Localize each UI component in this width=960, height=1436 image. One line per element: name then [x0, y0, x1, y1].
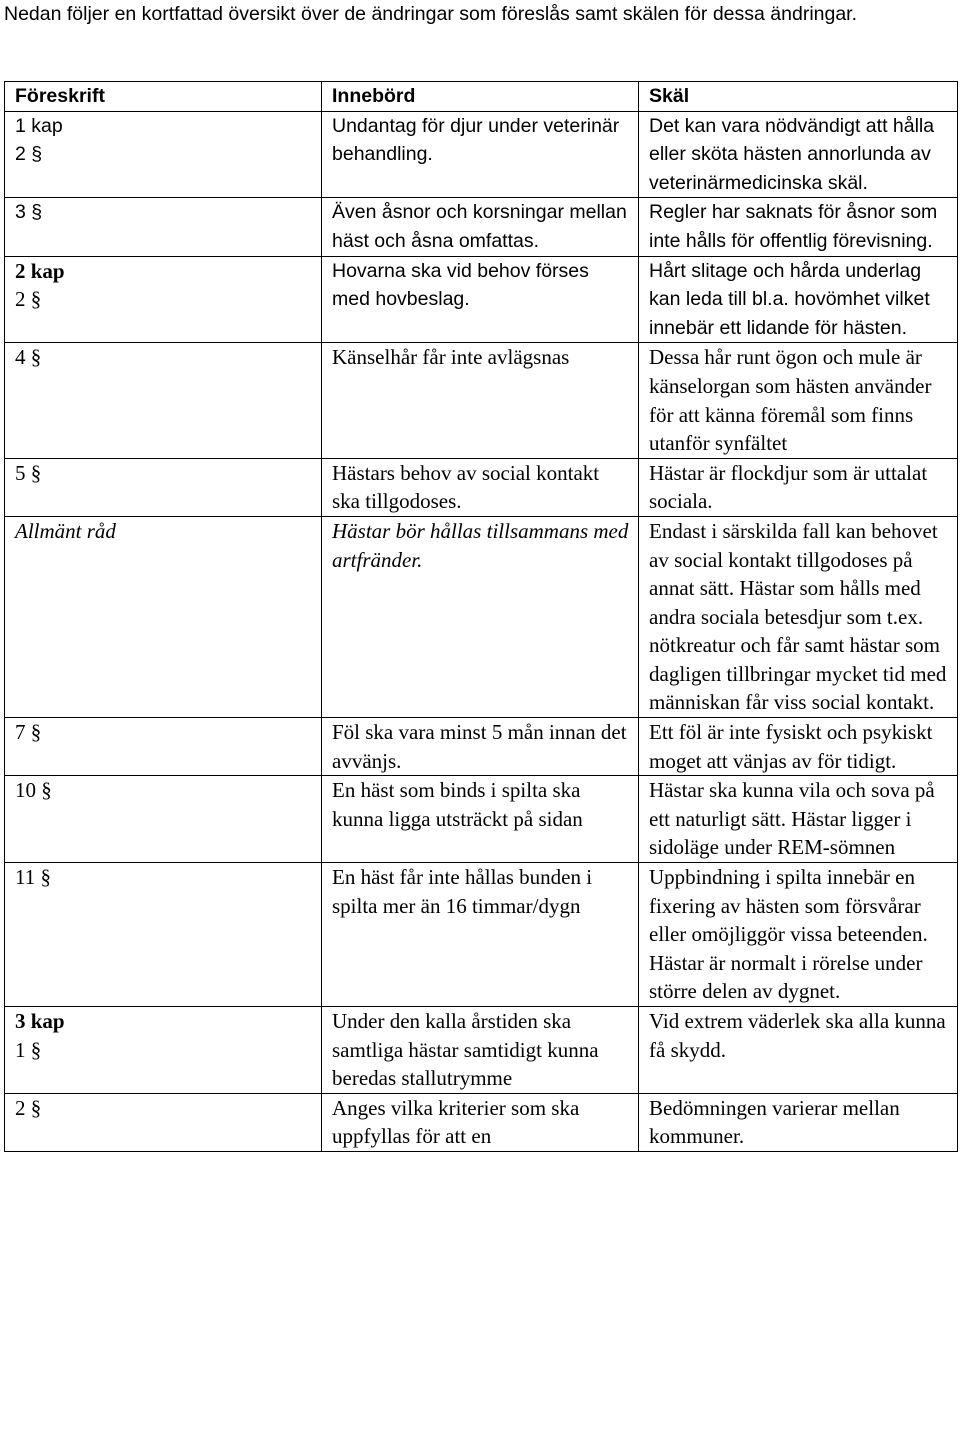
- header-skal: Skäl: [639, 82, 958, 112]
- meaning-cell: Hästar bör hållas tillsammans med artfränder.: [322, 516, 639, 717]
- reason-cell: Ett föl är inte fysiskt och psykiskt moget att vänjas av för tidigt.: [639, 718, 958, 776]
- header-foreskrift: Föreskrift: [5, 82, 322, 112]
- table-row: [5, 256, 958, 343]
- meaning-cell: Föl ska vara minst 5 mån innan det avvänjs.: [322, 718, 639, 776]
- ref-cell: [5, 863, 322, 1007]
- reason-cell: Regler har saknats för åsnor som inte hålls för offentlig förevisning.: [639, 198, 958, 256]
- ref-section: 2 §: [15, 143, 43, 166]
- ref-cell: [5, 256, 322, 343]
- ref-section: 7 §: [15, 720, 42, 745]
- reason-cell: Hästar är flockdjur som är uttalat sociala.: [639, 458, 958, 516]
- meaning-cell: Under den kalla årstiden ska samtliga hästar samtidigt kunna beredas stallutrymme: [322, 1007, 639, 1094]
- table-row: [5, 1093, 958, 1151]
- meaning-cell: Anges vilka kriterier som ska uppfyllas för att en: [322, 1093, 639, 1151]
- reason-cell: Det kan vara nödvändigt att hålla eller sköta hästen annorlunda av veterinärmedicinska skäl.: [639, 111, 958, 198]
- ref-section: 2 §: [15, 287, 42, 312]
- ref-cell: [5, 111, 322, 198]
- meaning-cell: En häst får inte hållas bunden i spilta mer än 16 timmar/dygn: [322, 863, 639, 1007]
- reason-cell: Bedömningen varierar mellan kommuner.: [639, 1093, 958, 1151]
- ref-chapter: 1 kap: [15, 114, 63, 137]
- ref-cell: [5, 1093, 322, 1151]
- meaning-cell: En häst som binds i spilta ska kunna ligga utsträckt på sidan: [322, 776, 639, 863]
- meaning-cell: Hästars behov av social kontakt ska tillgodoses.: [322, 458, 639, 516]
- ref-section: 2 §: [15, 1095, 42, 1120]
- meaning-cell: Även åsnor och korsningar mellan häst och åsna omfattas.: [322, 198, 639, 256]
- intro-text: Nedan följer en kortfattad översikt över de ändringar som föreslås samt skälen för dessa ändringar.: [4, 3, 858, 25]
- reason-cell: Hårt slitage och hårda underlag kan leda till bl.a. hovömhet vilket innebär ett lidande för hästen.: [639, 256, 958, 343]
- ref-chapter: 3 kap: [15, 1009, 65, 1033]
- ref-section: 11 §: [15, 865, 51, 890]
- reason-cell: Uppbindning i spilta innebär en fixering av hästen som försvårar eller omöjliggör vissa beteenden. Hästar är normalt i rörelse under större delen av dygnet.: [639, 863, 958, 1007]
- ref-chapter: 2 kap: [15, 258, 65, 283]
- table-header-row: [5, 82, 958, 112]
- table-row: [5, 1007, 958, 1094]
- table-row: [5, 863, 958, 1007]
- ref-cell: [5, 458, 322, 516]
- ref-cell: [5, 516, 322, 717]
- ref-section: 5 §: [15, 460, 42, 485]
- meaning-cell: Hovarna ska vid behov förses med hovbeslag.: [322, 256, 639, 343]
- ref-cell: [5, 776, 322, 863]
- ref-section: 1 §: [15, 1037, 42, 1062]
- table-row: [5, 343, 958, 458]
- regulation-table: [4, 81, 958, 1152]
- ref-general-advice: Allmänt råd: [15, 518, 116, 543]
- ref-section: 3 §: [15, 201, 43, 224]
- meaning-cell: Känselhår får inte avlägsnas: [322, 343, 639, 458]
- reason-cell: Dessa hår runt ögon och mule är känselorgan som hästen använder för att känna föremål som finns utanför synfältet: [639, 343, 958, 458]
- ref-cell: [5, 718, 322, 776]
- ref-section: 4 §: [15, 345, 42, 370]
- header-innebord: Innebörd: [322, 82, 639, 112]
- ref-section: 10 §: [15, 778, 52, 803]
- table-row: [5, 776, 958, 863]
- reason-cell: Endast i särskilda fall kan behovet av social kontakt tillgodoses på annat sätt. Hästar som hålls med andra sociala betesdjur som t.ex. nötkreatur och får samt hästar som dagligen tillbringar mycket tid med människan får viss social kontakt.: [639, 516, 958, 717]
- table-row: [5, 458, 958, 516]
- table-row: [5, 516, 958, 717]
- ref-cell: [5, 198, 322, 256]
- meaning-cell: Undantag för djur under veterinär behandling.: [322, 111, 639, 198]
- table-row: [5, 198, 958, 256]
- reason-cell: Vid extrem väderlek ska alla kunna få skydd.: [639, 1007, 958, 1094]
- table-row: [5, 111, 958, 198]
- ref-cell: [5, 1007, 322, 1094]
- table-row: [5, 718, 958, 776]
- ref-cell: [5, 343, 322, 458]
- reason-cell: Hästar ska kunna vila och sova på ett naturligt sätt. Hästar ligger i sidoläge under REM-sömnen: [639, 776, 958, 863]
